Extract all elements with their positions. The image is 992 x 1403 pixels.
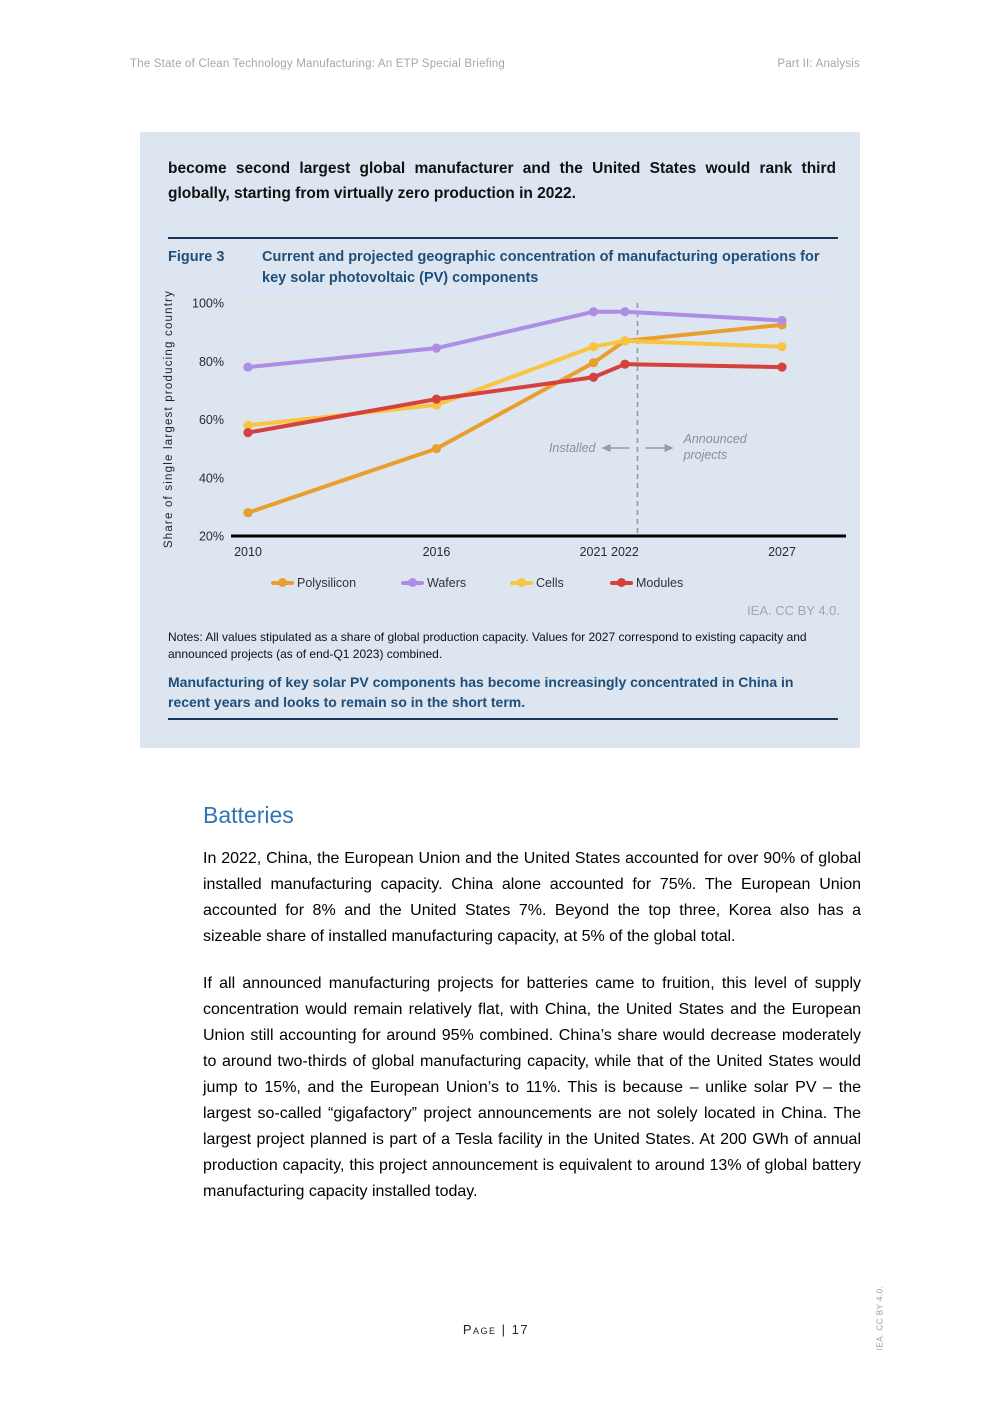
legend-label: Wafers (427, 576, 467, 590)
x-tick-label: 2021 (579, 545, 608, 559)
y-tick-label: 20% (198, 529, 224, 544)
data-point-wafers (589, 307, 598, 316)
data-point-cells (620, 336, 629, 345)
panel-intro-text: become second largest global manufacturer and the United States would rank third globally, starting from virtually zero production in 2022. (168, 160, 836, 202)
figure-heading (168, 247, 838, 289)
arrow-right-head (665, 444, 674, 452)
y-tick-label: 60% (198, 413, 224, 427)
series-line-cells (248, 341, 782, 425)
legend-label: Modules (636, 576, 684, 590)
legend-label: Polysilicon (297, 576, 357, 590)
figure-title: Current and projected geographic concentration of manufacturing operations for key solar photovoltaic (PV) components (262, 249, 820, 286)
y-axis-title: Share of single largest producing country (163, 291, 175, 549)
data-point-polysilicon (432, 444, 441, 453)
x-tick-label: 2022 (611, 545, 639, 559)
legend-item-cells (510, 576, 564, 590)
legend-item-polysilicon (271, 576, 356, 590)
batteries-paragraph-2: If all announced manufacturing projects for batteries came to fruition, this level of supply concentration would remain relatively flat, with China, the United States and the European Union still accounting for around 95% combined. China’s share would decrease moderately to around two-thirds of global manufacturing capacity, while that of the United States would jump to 15%, and the European Union’s to 11%. This is because – unlike solar PV – the largest so-called “gigafactory” project announcements are not solely located in China. The largest project planned is part of a Tesla facility in the United States. At 200 GWh of annual production capacity, this project announcement is equivalent to around 13% of global battery manufacturing capacity installed today. (203, 975, 861, 1200)
figure-caption: Manufacturing of key solar PV components has become increasingly concentrated in China in recent years and looks to remain so in the short term. (168, 674, 794, 710)
chart-area (154, 291, 860, 570)
series-line-wafers (248, 312, 782, 367)
x-tick-label: 2016 (422, 545, 451, 559)
y-tick-label: 40% (198, 471, 224, 486)
arrow-left-head (602, 444, 611, 452)
header-section: Part II: Analysis (777, 58, 860, 70)
installed-label: Installed (548, 441, 596, 455)
page-number: Page | 17 (462, 1322, 530, 1337)
announced-label-line2: projects (683, 448, 728, 462)
legend-item-wafers (401, 576, 466, 590)
legend-marker-modules (610, 581, 633, 585)
batteries-section (203, 800, 861, 1205)
batteries-paragraph-1: In 2022, China, the European Union and the United States accounted for over 90% of global installed manufacturing capacity. China alone accounted for 75%. The European Union accounted for 8% and the United States 7%. Beyond the top three, Korea also has a sizeable share of installed manufacturing capacity, at 5% of the global total. (203, 850, 861, 945)
page-header (130, 58, 860, 70)
x-tick-label: 2010 (234, 545, 262, 559)
data-point-cells (589, 342, 598, 351)
figure-top-rule (168, 237, 838, 239)
figure-panel (140, 132, 860, 748)
announced-label-line1: Announced (683, 432, 747, 446)
data-point-modules (777, 362, 786, 371)
section-heading: Batteries (203, 802, 294, 828)
side-license-note: IEA. CC BY 4.0. (875, 1285, 885, 1351)
y-tick-label: 100% (192, 296, 224, 311)
figure-number: Figure 3 (168, 249, 225, 265)
legend-marker-cells (510, 581, 533, 585)
data-point-cells (777, 342, 786, 351)
data-point-modules (620, 360, 629, 369)
data-point-wafers (432, 344, 441, 353)
y-tick-label: 80% (198, 354, 224, 369)
data-point-wafers (777, 316, 786, 325)
legend-item-modules (610, 576, 683, 590)
data-point-modules (589, 373, 598, 382)
chart-legend (154, 576, 860, 591)
data-point-wafers (620, 307, 629, 316)
x-tick-label: 2027 (768, 545, 796, 559)
data-point-polysilicon (589, 358, 598, 367)
header-running-title: The State of Clean Technology Manufacturing: An ETP Special Briefing (130, 58, 506, 70)
legend-marker-polysilicon (271, 581, 294, 585)
figure-bottom-rule (168, 718, 838, 720)
data-point-modules (243, 428, 252, 437)
legend-marker-wafers (401, 581, 424, 585)
data-point-wafers (243, 362, 252, 371)
data-point-polysilicon (243, 508, 252, 517)
legend-label: Cells (536, 576, 564, 590)
chart-credit: IEA. CC BY 4.0. (747, 603, 840, 618)
data-point-modules (432, 395, 441, 404)
pv-line-chart (154, 291, 860, 565)
figure-notes: Notes: All values stipulated as a share of global production capacity. Values for 2027 correspond to existing capacity and announced projects (as of end-Q1 2023) combined. (168, 630, 807, 661)
